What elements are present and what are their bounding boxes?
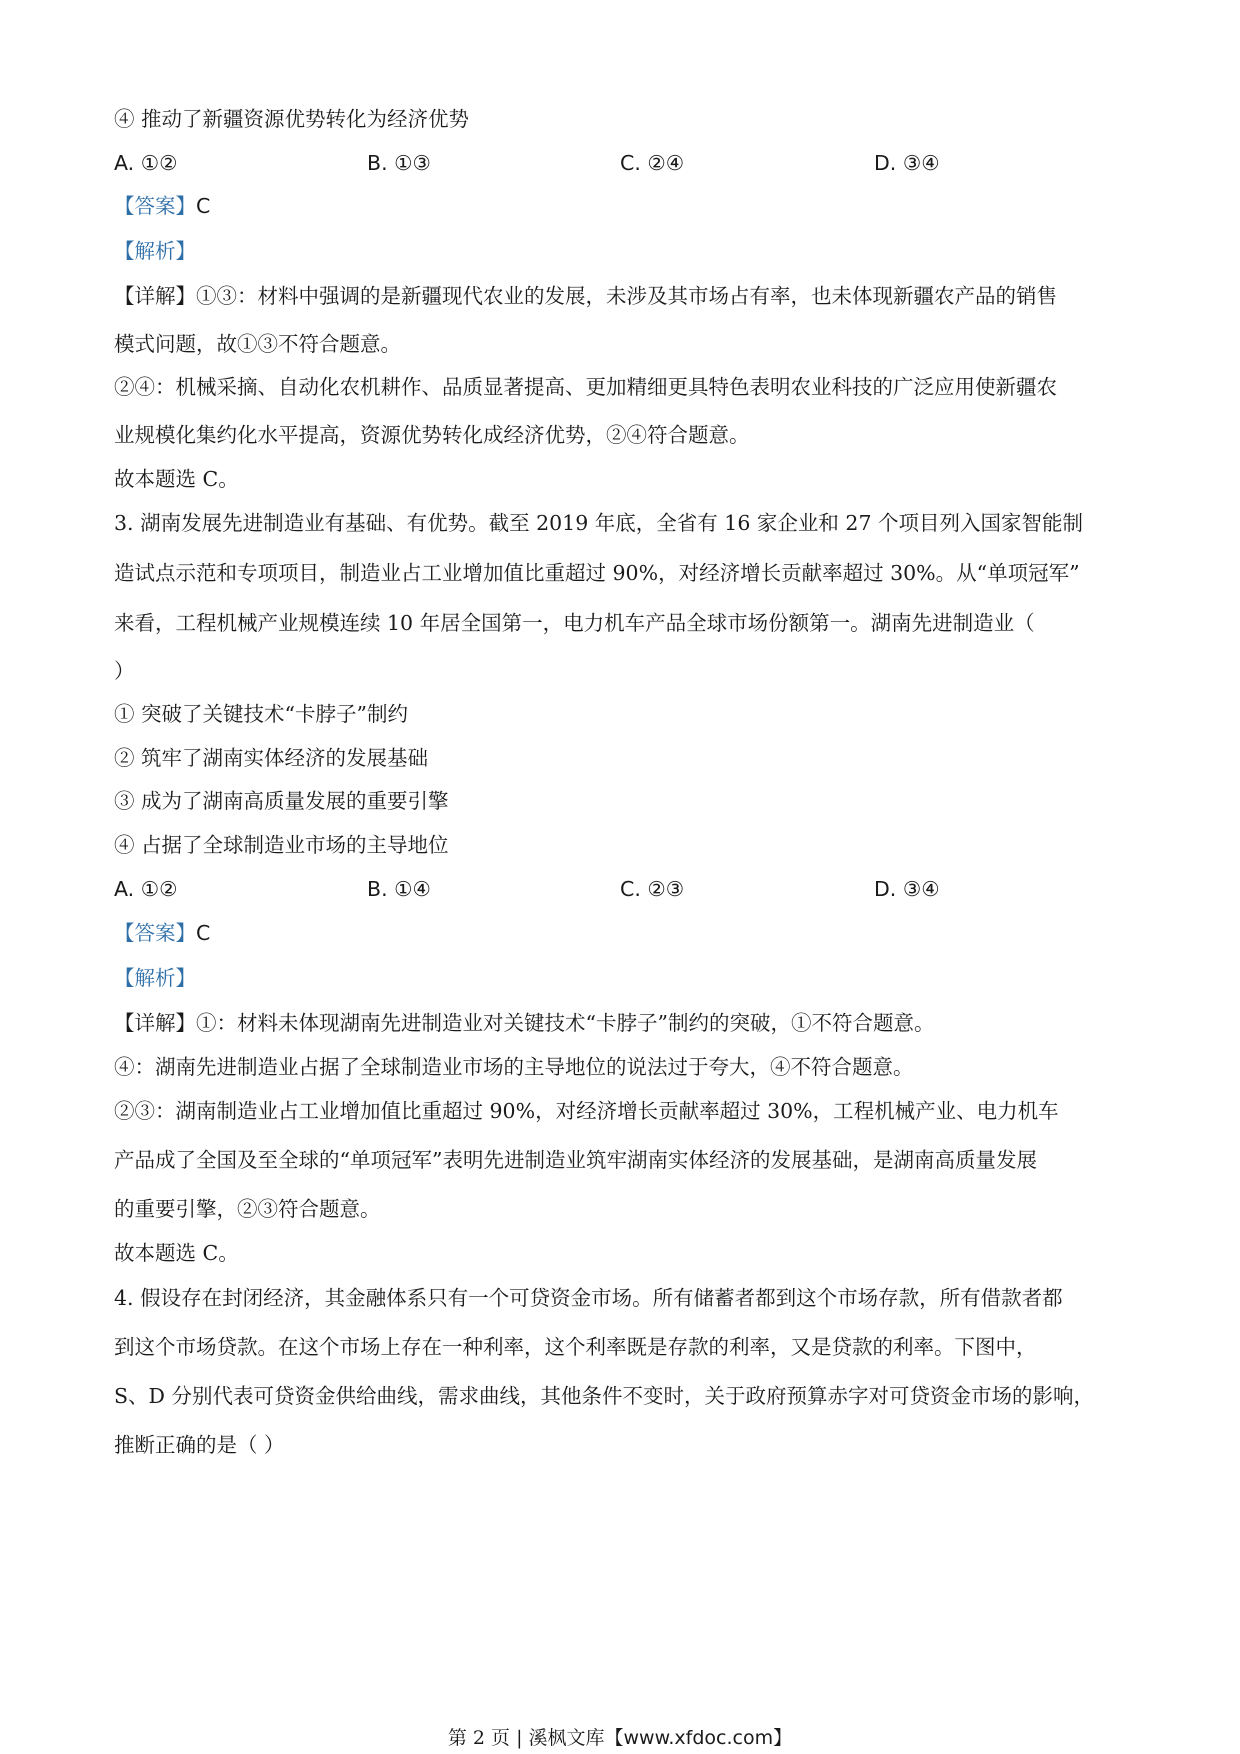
q4-stem-line-3: S、D 分别代表可贷资金供给曲线，需求曲线，其他条件不变时，关于政府预算赤字对可贷资金市场的影响， [114,1384,1094,1408]
answer-tag: 【答案】 [114,194,196,218]
q3-detail-line-3: ②③：湖南制造业占工业增加值比重超过 90%，对经济增长贡献率超过 30%，工程机械产业、电力机车 [114,1099,1059,1123]
q2-detail-line-4: 业规模化集约化水平提高，资源优势转化成经济优势，②④符合题意。 [114,423,750,447]
q2-option-d: D. ③④ [874,151,940,175]
q3-statement-3: ③ 成为了湖南高质量发展的重要引擎 [114,789,449,813]
q3-statement-2: ② 筑牢了湖南实体经济的发展基础 [114,746,429,770]
q2-option-a: A. ①② [114,151,178,175]
q3-detail-line-2: ④：湖南先进制造业占据了全球制造业市场的主导地位的说法过于夸大，④不符合题意。 [114,1055,914,1079]
q2-analysis-tag: 【解析】 [114,239,196,263]
footer-page-label: 第 2 页 | 溪枫文库 [447,1727,605,1749]
q3-stem-line-1: 3. 湖南发展先进制造业有基础、有优势。截至 2019 年底，全省有 16 家企业和 27 个项目列入国家智能制 [114,511,1084,535]
q3-stem-line-3: 来看，工程机械产业规模连续 10 年居全国第一，电力机车产品全球市场份额第一。湖南先进制造业（ [114,611,1035,635]
q4-stem-line-2: 到这个市场贷款。在这个市场上存在一种利率，这个利率既是存款的利率，又是贷款的利率。下图中， [114,1335,1037,1359]
answer-tag: 【答案】 [114,921,196,945]
q3-conclusion: 故本题选 C。 [114,1241,239,1265]
q3-detail-line-4: 产品成了全国及至全球的“单项冠军”表明先进制造业筑牢湖南实体经济的发展基础，是湖南高质量发展 [114,1148,1037,1172]
q2-detail-line-2: 模式问题，故①③不符合题意。 [114,332,401,356]
q3-stem-line-2: 造试点示范和专项项目，制造业占工业增加值比重超过 90%，对经济增长贡献率超过 30%。从“单项冠军” [114,561,1080,585]
q3-detail-line-5: 的重要引擎，②③符合题意。 [114,1197,381,1221]
q2-detail-line-3: ②④：机械采摘、自动化农机耕作、品质显著提高、更加精细更具特色表明农业科技的广泛应用使新疆农 [114,375,1057,399]
q3-option-b: B. ①④ [367,877,431,901]
q2-option-c: C. ②④ [620,151,685,175]
q3-statement-4: ④ 占据了全球制造业市场的主导地位 [114,833,449,857]
q3-option-c: C. ②③ [620,877,685,901]
q2-option-b: B. ①③ [367,151,431,175]
q3-detail-line-1: 【详解】①：材料未体现湖南先进制造业对关键技术“卡脖子”制约的突破，①不符合题意。 [114,1011,935,1035]
q2-statement-4: ④ 推动了新疆资源优势转化为经济优势 [114,107,470,131]
page-footer [0,1726,1240,1750]
q3-answer [114,920,210,946]
q3-option-a: A. ①② [114,877,178,901]
q4-stem-line-4: 推断正确的是（ ） [114,1433,285,1457]
answer-value: C [196,194,211,218]
q3-statement-1: ① 突破了关键技术“卡脖子”制约 [114,702,408,726]
q4-stem-line-1: 4. 假设存在封闭经济，其金融体系只有一个可贷资金市场。所有储蓄者都到这个市场存款，所有借款者都 [114,1286,1063,1310]
q2-detail-line-1: 【详解】①③：材料中强调的是新疆现代农业的发展，未涉及其市场占有率，也未体现新疆农产品的销售 [114,284,1057,308]
q2-answer [114,193,210,219]
q2-conclusion: 故本题选 C。 [114,467,239,491]
q3-analysis-tag: 【解析】 [114,966,196,990]
footer-url: 【www.xfdoc.com】 [604,1727,793,1749]
q3-stem-line-4: ） [114,659,135,683]
q3-option-d: D. ③④ [874,877,940,901]
answer-value: C [196,921,211,945]
